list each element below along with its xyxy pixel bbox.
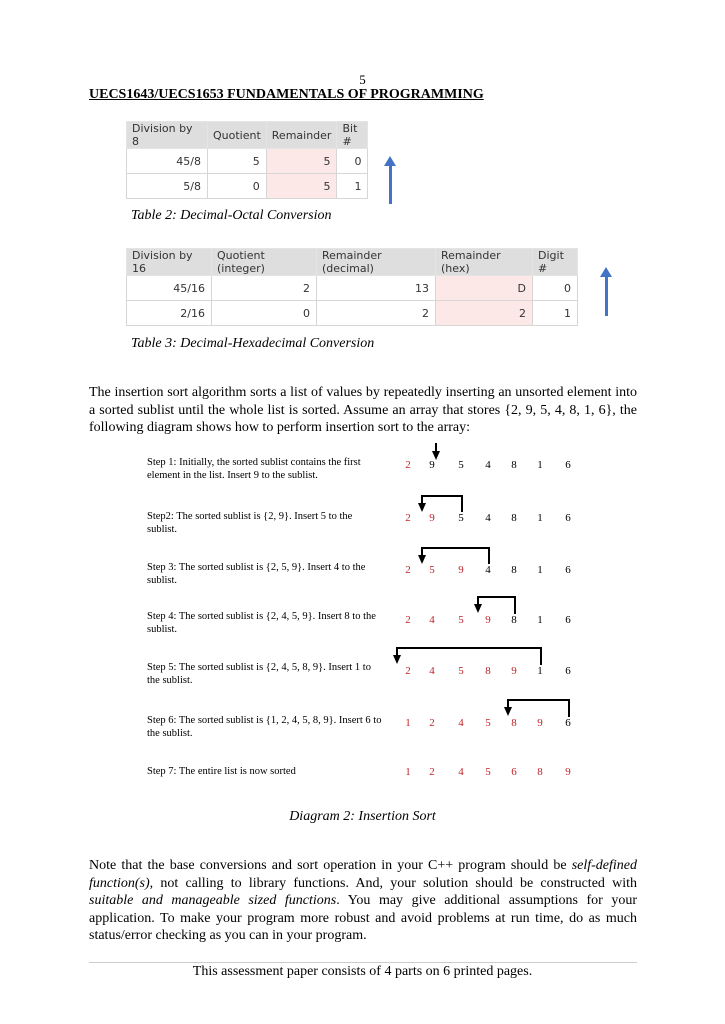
table-row [127,149,368,174]
arrow-up-icon [605,276,608,316]
cell: 5 [266,174,337,199]
note-text: Note that the base conversions and sort operation in your C++ program should be [89,858,572,873]
array-value: 2 [405,512,411,524]
column-header: Quotient [208,122,267,149]
array-value: 4 [485,512,491,524]
note-paragraph [89,857,637,945]
footer-text: This assessment paper consists of 4 parts on 6 printed pages. [192,964,533,979]
array-value: 5 [458,512,464,524]
array-value: 9 [565,766,571,778]
table3-caption: Table 3: Decimal-Hexadecimal Conversion [131,336,375,351]
array-value: 6 [511,766,517,778]
array-value: 9 [485,614,491,626]
arrow-down-icon [393,655,401,664]
cell: 2 [212,276,317,301]
cell: 1 [533,301,578,326]
array-value: 2 [405,564,411,576]
step-description: Step 1: Initially, the sorted sublist contains the first element in the list. Insert 9 to the sublist. [147,457,361,481]
arrow-down-icon [504,707,512,716]
cell: 0 [533,276,578,301]
array-value: 2 [405,459,411,471]
array-value: 9 [429,459,435,471]
step-description: Step 3: The sorted sublist is {2, 5, 9}. Insert 4 to the sublist. [147,562,366,586]
cell: D [436,276,533,301]
array-value: 5 [485,717,491,729]
bracket-line [568,699,570,717]
array-value: 5 [485,766,491,778]
array-value: 8 [511,512,517,524]
array-value: 8 [511,459,517,471]
array-value: 5 [429,564,435,576]
table-row [127,276,578,301]
array-value: 6 [565,665,571,677]
array-value: 6 [565,717,571,729]
page-number: 5 [359,72,366,87]
arrow-down-icon [432,451,440,460]
array-value: 5 [458,665,464,677]
cell: 5/8 [127,174,208,199]
array-value: 2 [429,717,435,729]
array-value: 1 [537,564,543,576]
arrow-down-icon [474,604,482,613]
cell: 0 [212,301,317,326]
cell: 5 [266,149,337,174]
cell: 2 [436,301,533,326]
cell: 45/16 [127,276,212,301]
table-header-row [127,249,578,276]
table2-caption: Table 2: Decimal-Octal Conversion [131,208,332,223]
array-value: 1 [537,512,543,524]
array-value: 8 [485,665,491,677]
array-value: 6 [565,459,571,471]
bracket-line [477,596,515,598]
course-header: UECS1643/UECS1653 FUNDAMENTALS OF PROGRAMMING [89,87,484,102]
array-value: 4 [458,717,464,729]
array-value: 2 [405,614,411,626]
array-value: 8 [511,614,517,626]
array-value: 1 [537,665,543,677]
array-value: 2 [429,766,435,778]
cell: 45/8 [127,149,208,174]
step-description: Step2: The sorted sublist is {2, 9}. Insert 5 to the sublist. [147,511,353,535]
table-row [127,301,578,326]
array-value: 4 [485,459,491,471]
cell: 5 [208,149,267,174]
footer-divider [89,962,637,963]
arrow-down-icon [418,555,426,564]
array-value: 9 [458,564,464,576]
array-value: 9 [429,512,435,524]
note-text: , not calling to library functions. And, your solution should be constructed with [149,875,637,891]
array-value: 6 [565,614,571,626]
cell: 2/16 [127,301,212,326]
bracket-line [488,547,490,564]
array-value: 1 [537,459,543,471]
array-value: 8 [537,766,543,778]
table-octal [126,121,368,199]
cell: 0 [337,149,368,174]
array-value: 4 [485,564,491,576]
table-hex [126,248,578,326]
array-value: 8 [511,717,517,729]
note-emphasis: suitable and manageable sized functions [89,893,337,908]
array-value: 4 [429,665,435,677]
bracket-line [540,647,542,665]
column-header: Remainder (hex) [436,249,533,276]
step-description: Step 6: The sorted sublist is {1, 2, 4, 5, 8, 9}. Insert 6 to the sublist. [147,715,382,739]
cell: 2 [317,301,436,326]
array-value: 9 [511,665,517,677]
array-value: 4 [458,766,464,778]
bracket-line [396,647,541,649]
array-value: 4 [429,614,435,626]
array-value: 6 [565,512,571,524]
bracket-line [421,547,489,549]
array-value: 8 [511,564,517,576]
column-header: Division by 16 [127,249,212,276]
array-value: 5 [458,459,464,471]
step-description: Step 7: The entire list is now sorted [147,766,296,777]
column-header: Remainder (decimal) [317,249,436,276]
array-value: 6 [565,564,571,576]
diagram-caption: Diagram 2: Insertion Sort [289,809,436,824]
bracket-line [514,596,516,614]
column-header: Division by 8 [127,122,208,149]
bracket-line [421,495,462,497]
array-value: 1 [405,766,411,778]
bracket-line [461,495,463,512]
column-header: Bit # [337,122,368,149]
arrow-down-icon [418,503,426,512]
step-description: Step 4: The sorted sublist is {2, 4, 5, 9}. Insert 8 to the sublist. [147,611,376,635]
intro-paragraph: The insertion sort algorithm sorts a list of values by repeatedly inserting an unsorted element into a sorted sublist until the whole list is sorted. Assume an array that stores {2, 9, 5, 4, 8, 1, 6}, the following diagram shows how to perform insertion sort to the array: [89,385,637,435]
column-header: Quotient (integer) [212,249,317,276]
array-value: 1 [405,717,411,729]
cell: 0 [208,174,267,199]
array-value: 1 [537,614,543,626]
step-description: Step 5: The sorted sublist is {2, 4, 5, 8, 9}. Insert 1 to the sublist. [147,662,371,686]
note-emphasis: self-defined function(s) [89,858,637,891]
bracket-line [507,699,569,701]
array-value: 5 [458,614,464,626]
cell: 1 [337,174,368,199]
column-header: Digit # [533,249,578,276]
note-text: . You may give additional assumptions for your application. To make your program more robust and avoid problems at run time, do as much status/error checking as you can in your program. [89,893,637,943]
table-row [127,174,368,199]
array-value: 2 [405,665,411,677]
column-header: Remainder [266,122,337,149]
array-value: 9 [537,717,543,729]
arrow-up-icon [389,165,392,204]
cell: 13 [317,276,436,301]
table-header-row [127,122,368,149]
